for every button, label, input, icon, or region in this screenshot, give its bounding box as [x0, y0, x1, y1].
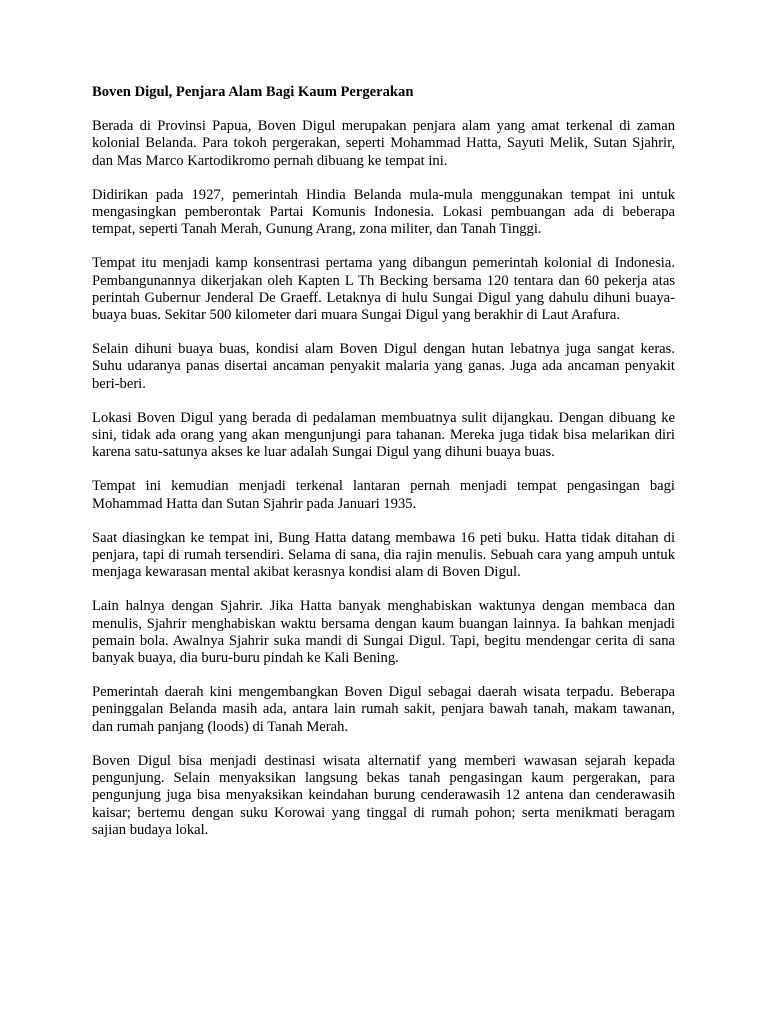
document-title: Boven Digul, Penjara Alam Bagi Kaum Pergerakan — [92, 84, 414, 100]
paragraph-7: Saat diasingkan ke tempat ini, Bung Hatta datang membawa 16 peti buku. Hatta tidak ditahan di penjara, tapi di rumah tersendiri. Selama di sana, dia rajin menulis. Sebuah cara yang ampuh untuk menjaga kewarasan mental akibat kerasnya kondisi alam di Boven Digul. — [92, 529, 675, 581]
paragraph-4: Selain dihuni buaya buas, kondisi alam Boven Digul dengan hutan lebatnya juga sangat keras. Suhu udaranya panas disertai ancaman penyakit malaria yang ganas. Juga ada ancaman penyakit beri-beri. — [92, 341, 675, 392]
paragraph-1: Berada di Provinsi Papua, Boven Digul merupakan penjara alam yang amat terkenal di zaman kolonial Belanda. Para tokoh pergerakan, seperti Mohammad Hatta, Sayuti Melik, Sutan Sjahrir, dan Mas Marco Kartodikromo pernah dibuang ke tempat ini. — [92, 118, 675, 169]
paragraph-9: Pemerintah daerah kini mengembangkan Boven Digul sebagai daerah wisata terpadu. Beberapa peninggalan Belanda masih ada, antara lain rumah sakit, penjara bawah tanah, makam tawanan, dan rumah panjang (loods) di Tanah Merah. — [92, 684, 675, 735]
paragraph-8: Lain halnya dengan Sjahrir. Jika Hatta banyak menghabiskan waktunya dengan membaca dan menulis, Sjahrir menghabiskan waktu bersama dengan kaum buangan lainnya. Ia bahkan menjadi pemain bola. Awalnya Sjahrir suka mandi di Sungai Digul. Tapi, begitu mendengar cerita di sana banyak buaya, dia buru-buru pindah ke Kali Bening. — [92, 598, 675, 667]
paragraph-6: Tempat ini kemudian menjadi terkenal lantaran pernah menjadi tempat pengasingan bagi Mohammad Hatta dan Sutan Sjahrir pada Januari 1935. — [92, 478, 675, 512]
paragraph-10: Boven Digul bisa menjadi destinasi wisata alternatif yang memberi wawasan sejarah kepada pengunjung. Selain menyaksikan langsung bekas tanah pengasingan kaum pergerakan, para pengunjung juga bisa menyaksikan keindahan burung cenderawasih 12 antena dan cenderawasih kaisar; bertemu dengan suku Korowai yang tinggal di rumah pohon; serta menikmati beragam sajian budaya lokal. — [92, 752, 675, 838]
paragraph-2: Didirikan pada 1927, pemerintah Hindia Belanda mula-mula menggunakan tempat ini untuk mengasingkan pemberontak Partai Komunis Indonesia. Lokasi pembuangan ada di beberapa tempat, seperti Tanah Merah, Gunung Arang, zona militer, dan Tanah Tinggi. — [92, 186, 675, 238]
document-page — [92, 84, 675, 856]
paragraph-3: Tempat itu menjadi kamp konsentrasi pertama yang dibangun pemerintah kolonial di Indonesia. Pembangunannya dikerjakan oleh Kapten L Th Becking bersama 120 tentara dan 60 pekerja atas perintah Gubernur Jenderal De Graeff. Letaknya di hulu Sungai Digul yang dahulu dihuni buaya-buaya buas. Sekitar 500 kilometer dari muara Sungai Digul yang berakhir di Laut Arafura. — [92, 255, 675, 324]
paragraph-5: Lokasi Boven Digul yang berada di pedalaman membuatnya sulit dijangkau. Dengan dibuang ke sini, tidak ada orang yang akan mengunjungi para tahanan. Mereka juga tidak bisa melarikan diri karena satu-satunya akses ke luar adalah Sungai Digul yang dihuni buaya buas. — [92, 409, 675, 461]
